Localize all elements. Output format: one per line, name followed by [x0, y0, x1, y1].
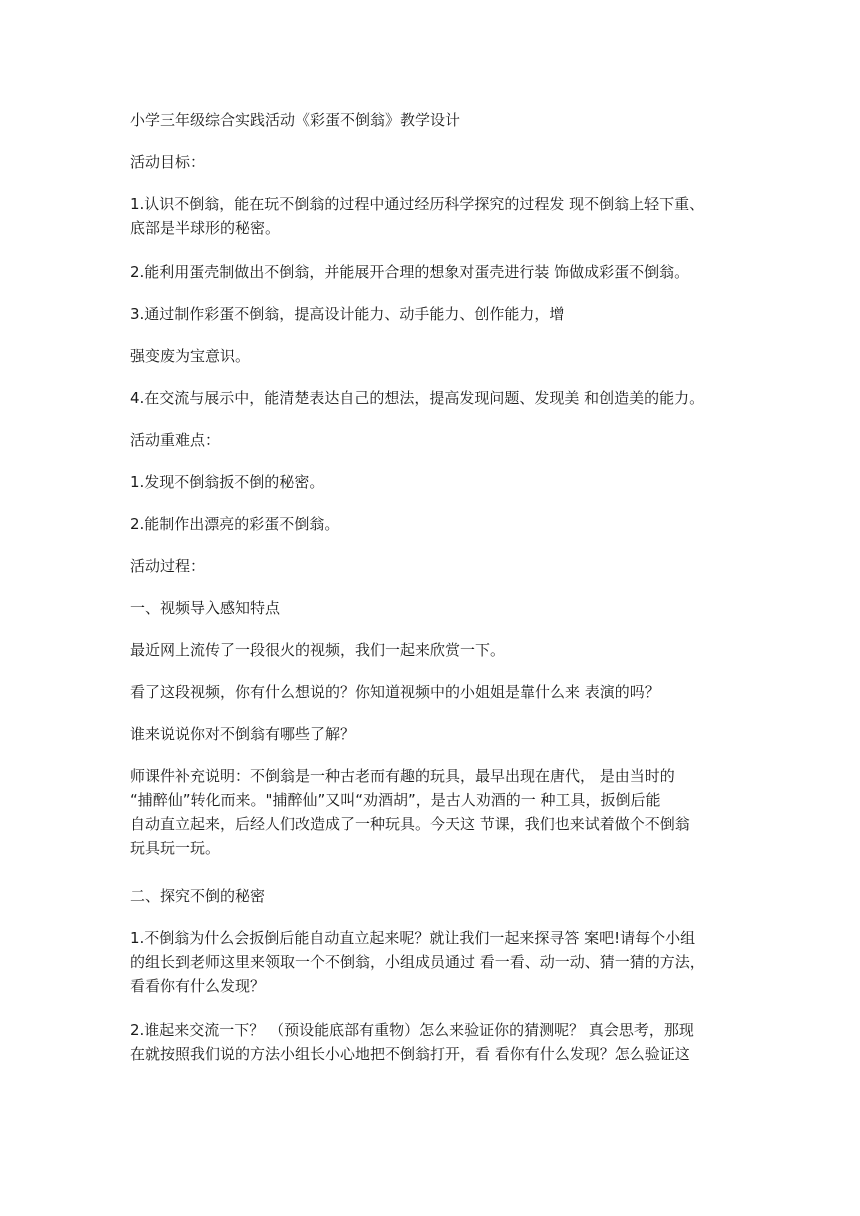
goal-3-line-2: 强变废为宝意识。 — [130, 347, 251, 365]
section-1-paragraph-1: 最近网上流传了一段很火的视频，我们一起来欣赏一下。 — [130, 641, 506, 659]
key-point-1: 1.发现不倒翁扳不倒的秘密。 — [130, 473, 325, 491]
section-1-paragraph-2: 看了这段视频，你有什么想说的？你知道视频中的小姐姐是靠什么来 表演的吗？ — [130, 683, 660, 701]
goal-1-line-1: 1.认识不倒翁，能在玩不倒翁的过程中通过经历科学探究的过程发 现不倒翁上轻下重、 — [130, 195, 705, 213]
section-2-heading: 二、探究不倒的秘密 — [130, 887, 266, 905]
goal-1-line-2: 底部是半球形的秘密。 — [130, 219, 281, 237]
goal-3-line-1: 3.通过制作彩蛋不倒翁，提高设计能力、动手能力、创作能力，增 — [130, 305, 565, 323]
key-point-2: 2.能制作出漂亮的彩蛋不倒翁。 — [130, 515, 340, 533]
section-2-paragraph-1-line-2: 的组长到老师这里来领取一个不倒翁，小组成员通过 看一看、动一动、猜一猜的方法， — [130, 953, 705, 971]
goals-heading: 活动目标： — [130, 153, 206, 171]
section-1-heading: 一、视频导入感知特点 — [130, 599, 281, 617]
section-2-paragraph-2 — [130, 1018, 742, 1066]
section-2-paragraph-1 — [130, 926, 742, 998]
section-2-paragraph-2-line-1: 2.谁起来交流一下？ （预设能底部有重物）怎么来验证你的猜测呢？ 真会思考，那现 — [130, 1021, 694, 1039]
section-2-paragraph-1-line-3: 看看你有什么发现？ — [130, 977, 266, 995]
goal-4: 4.在交流与展示中，能清楚表达自己的想法，提高发现问题、发现美 和创造美的能力。 — [130, 389, 705, 407]
process-heading: 活动过程： — [130, 557, 206, 575]
goal-2: 2.能利用蛋壳制做出不倒翁，并能展开合理的想象对蛋壳进行装 饰做成彩蛋不倒翁。 — [130, 263, 690, 281]
section-2-paragraph-2-line-2: 在就按照我们说的方法小组长小心地把不倒翁打开，看 看你有什么发现？怎么验证这 — [130, 1045, 690, 1063]
key-points-heading: 活动重难点： — [130, 431, 221, 449]
document-title: 小学三年级综合实践活动《彩蛋不倒翁》教学设计 — [130, 111, 461, 129]
section-1-paragraph-4-line-1: 师课件补充说明：不倒翁是一种古老而有趣的玩具，最早出现在唐代， 是由当时的 — [130, 767, 675, 785]
goal-1 — [130, 192, 742, 240]
section-1-paragraph-3: 谁来说说你对不倒翁有哪些了解？ — [130, 725, 356, 743]
section-1-paragraph-4 — [130, 764, 742, 860]
section-2-paragraph-1-line-1: 1.不倒翁为什么会扳倒后能自动直立起来呢？就让我们一起来探寻答 案吧!请每个小组 — [130, 929, 696, 947]
section-1-paragraph-4-line-2: “捕醉仙”转化而来。"捕醉仙”又叫“劝酒胡”，是古人劝酒的一 种工具，扳倒后能 — [130, 791, 661, 809]
section-1-paragraph-4-line-3: 自动直立起来，后经人们改造成了一种玩具。今天这 节课，我们也来试着做个不倒翁 — [130, 815, 690, 833]
section-1-paragraph-4-line-4: 玩具玩一玩。 — [130, 839, 221, 857]
